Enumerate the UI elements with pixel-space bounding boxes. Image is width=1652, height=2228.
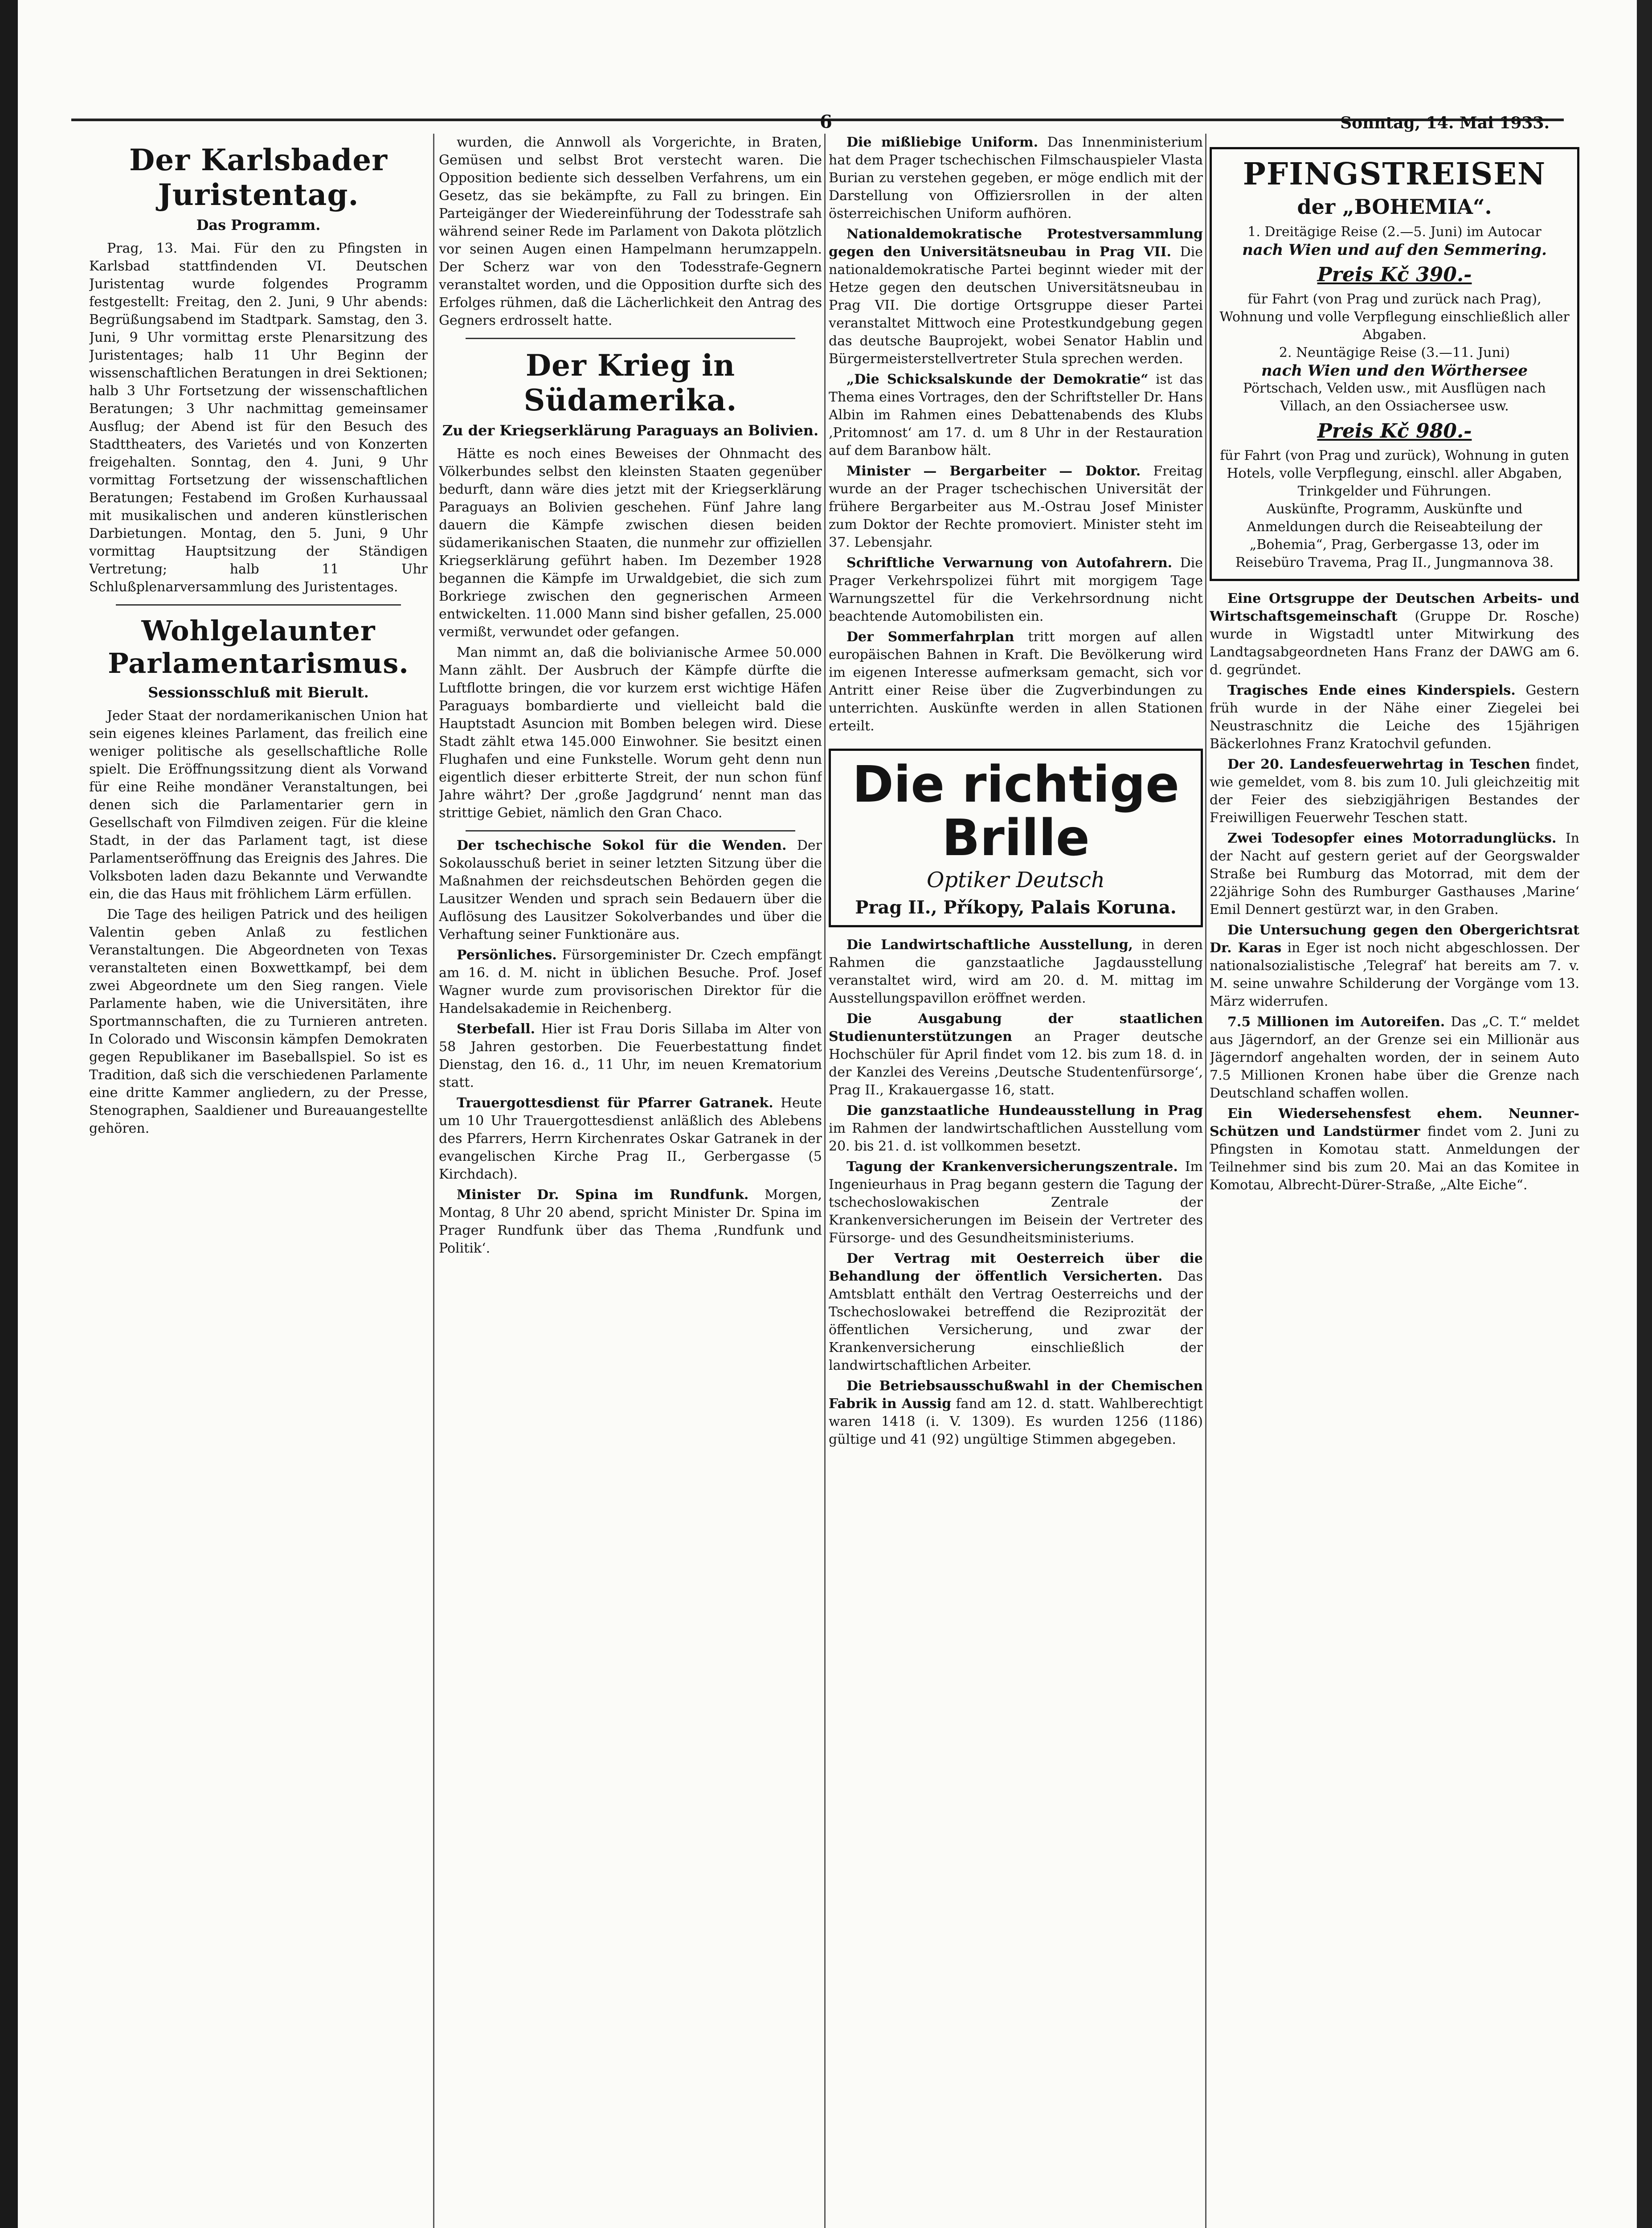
scan-edge-right — [1637, 0, 1652, 2228]
paragraph — [439, 1094, 822, 1184]
separator — [466, 338, 795, 339]
separator — [466, 830, 795, 831]
column-2 — [439, 134, 822, 2228]
paragraph — [439, 1020, 822, 1092]
paragraph — [1210, 830, 1579, 919]
article-sokol — [439, 837, 822, 1257]
paragraph — [1210, 682, 1579, 753]
lead: Die Landwirtschaftliche Ausstellung, — [846, 937, 1133, 953]
column-4 — [1210, 134, 1579, 2228]
text: Morgen, Montag, 8 Uhr 20 abend, spricht Minister Dr. Spina im Prager Rundfunk über das Thema ‚Rundfunk und Politik‘. — [439, 1187, 822, 1256]
lead: Persönliches. — [457, 947, 557, 963]
paragraph — [1210, 1105, 1579, 1194]
text: Freitag wurde an der Prager tschechischen Universität der frühere Bergarbeiter aus M.-Ostrau Josef Minister zum Doktor der Rechte promoviert. Minister steht im 37. Lebensjahr. — [829, 463, 1203, 550]
article-uniform — [829, 134, 1203, 735]
paragraph — [829, 1010, 1203, 1099]
text: Der Sokolausschuß beriet in seiner letzten Sitzung über die Maßnahmen der reichsdeutschen Behörden gegen die Lausitzer Wenden und sprach sein Bedauern über die Auflösung des Lausitzer Sokolverbandes und über die Verhaftung seiner Funktionäre aus. — [439, 838, 822, 942]
lead: Nationaldemokratische Protestversammlung gegen den Universitätsneubau in Prag VII. — [829, 226, 1203, 260]
paragraph — [439, 837, 822, 944]
ad-line: für Fahrt (von Prag und zurück), Wohnung in guten Hotels, volle Verpflegung, einschl. aller Abgaben, Trinkgelder und Führungen. — [1220, 448, 1569, 499]
lead: Der 20. Landesfeuerwehrtag in Teschen — [1227, 757, 1530, 772]
separator — [116, 604, 401, 606]
ad-line: Pörtschach, Velden usw., mit Ausflügen nach Villach, an den Ossiachersee usw. — [1243, 381, 1546, 414]
text: tritt morgen auf allen europäischen Bahnen in Kraft. Die Bevölkerung wird im eigenen Interesse aufmerksam gemacht, sich vor Antritt einer Reise über die Zugverbindungen zu unterrichten. Auskünfte werden in allen Stationen erteilt. — [829, 629, 1203, 734]
lead: Sterbefall. — [457, 1021, 536, 1037]
paragraph — [1210, 590, 1579, 679]
ad-headline: PFINGSTREISEN — [1243, 156, 1546, 192]
ad-company: Optiker Deutsch — [927, 868, 1105, 893]
ad-line: für Fahrt (von Prag und zurück nach Prag), Wohnung und volle Verpflegung einschließlich aller Abgaben. — [1219, 291, 1570, 343]
text: Die nationaldemokratische Partei beginnt wieder mit der Hetze gegen den deutschen Universitätsneubau in Prag VII. Die dortige Ortsgruppe dieser Partei veranstaltet Mittwoch eine Protestkundgebung gegen das deutsche Bauprojekt, wobei Senator Hablin und Bürgermeisterstellvertreter Stula sprechen werden. — [829, 244, 1203, 367]
lead: Minister Dr. Spina im Rundfunk. — [457, 1187, 749, 1203]
article-continued — [439, 134, 822, 330]
ad-line: 2. Neuntägige Reise (3.—11. Juni) — [1279, 345, 1510, 360]
paragraph — [1210, 922, 1579, 1011]
paragraph — [829, 554, 1203, 626]
text: findet vom 2. Juni zu Pfingsten in Komotau statt. Anmeldungen der Teilnehmer sind bis zum 20. Mai an das Komitee in Komotau, Albrecht-Dürer-Straße, „Alte Eiche“. — [1210, 1124, 1579, 1193]
lead: Ein Wiedersehensfest ehem. Neunner-Schützen und Landstürmer — [1210, 1106, 1579, 1139]
lead: „Die Schicksalskunde der Demokratie“ — [846, 372, 1149, 387]
text: In der Nacht auf gestern geriet auf der Georgswalder Straße bei Rumburg das Motorrad, mit dem der 22jährige Sohn des Rumburger Gasthauses ‚Marine‘ Emil Dennert gestürzt war, in den Graben. — [1210, 831, 1579, 917]
text: Im Ingenieurhaus in Prag begann gestern die Tagung der tschechoslowakischen Zentrale der Krankenversicherungen im Beisein der Vertreter des Fürsorge- und des Gesundheitsministeriums. — [829, 1159, 1203, 1246]
article-ortsgruppe — [1210, 590, 1579, 1194]
text: Heute um 10 Uhr Trauergottesdienst anläßlich des Ablebens des Pfarrers, Herrn Kirchenrates Oskar Gatranek in der evangelischen Kirche Prag II., Gerbergasse (5 Kirchdach). — [439, 1095, 822, 1182]
lead: Eine Ortsgruppe der Deutschen Arbeits- und Wirtschaftsgemeinschaft — [1210, 591, 1579, 624]
column-rule — [1205, 134, 1206, 2228]
paragraph: Prag, 13. Mai. Für den zu Pfingsten in Karlsbad stattfindenden VI. Deutschen Juristentag wurde folgendes Programm festgestellt: Freitag, den 2. Juni, 9 Uhr abends: Begrüßungsabend im Stadtpark. Samstag, den 3. Juni, 9 Uhr vormittag erste Plenarsitzung des Juristentages; halb 11 Uhr Beginn der wissenschaftlichen Beratungen in drei Sektionen; halb 3 Uhr Fortsetzung der wissenschaftlichen Beratungen; 3 Uhr nachmittag gemeinsamer Ausflug; der Abend ist für den Besuch des Stadttheaters, des Varietés und von Konzerten freigehalten. Sonntag, den 4. Juni, 9 Uhr vormittag Fortsetzung der wissenschaftlichen Beratungen; Festabend im Großen Kurhaussaal mit musikalischen und anderen künstlerischen Darbietungen. Montag, den 5. Juni, 9 Uhr vormittag Hauptsitzung der Ständigen Vertretung; halb 11 Uhr Schlußplenarversammlung des Juristentages. — [89, 241, 428, 595]
text: Die Prager Verkehrspolizei führt mit morgigem Tage Warnungszettel für die Verkehrsordnung nicht beachtende Automobilisten ein. — [829, 555, 1203, 624]
text: Das Amtsblatt enthält den Vertrag Oesterreichs und der Tschechoslowakei betreffend die Reziprozität der öffentlichen Versicherung, und zwar der Krankenversicherung einschließlich der landwirtschaftlichen Arbeiter. — [829, 1269, 1203, 1373]
ad-line: Auskünfte, Programm, Auskünfte und Anmeldungen durch die Reiseabteilung der „Bohemia“, Prag, Gerbergasse 13, oder im Reisebüro Travema, Prag II., Jungmannova 38. — [1235, 501, 1554, 570]
lead: Der Vertrag mit Oesterreich über die Behandlung der öffentlich Versicherten. — [829, 1251, 1203, 1284]
text: Hier ist Frau Doris Sillaba im Alter von 58 Jahren gestorben. Die Feuerbestattung findet Dienstag, den 16. d., 11 Uhr, im neuen Krematorium statt. — [439, 1021, 822, 1090]
column-3 — [829, 134, 1203, 2228]
paragraph — [439, 946, 822, 1018]
scan-edge-left — [0, 0, 18, 2228]
lead: Schriftliche Verwarnung von Autofahrern. — [846, 555, 1173, 571]
lead: Tragisches Ende eines Kinderspiels. — [1227, 683, 1516, 698]
ad-route: nach Wien und den Wörthersee — [1261, 362, 1528, 380]
text: Fürsorgeminister Dr. Czech empfängt am 16. d. M. nicht in üblichen Besuche. Prof. Josef Wagner wurde zum provisorischen Direktor für die Handelsakademie in Reichenberg. — [439, 947, 822, 1016]
article-krieg — [439, 445, 822, 822]
lead: Trauergottesdienst für Pfarrer Gatranek. — [457, 1095, 773, 1111]
ad-headline: Die richtige Brille — [852, 756, 1180, 867]
advertisement-pfingstreisen — [1210, 147, 1579, 581]
text: fand am 12. d. statt. Wahlberechtigt waren 1418 (i. V. 1309). Es wurden 1256 (1186) gültige und 41 (92) ungültige Stimmen abgegeben. — [829, 1396, 1203, 1447]
paragraph — [829, 463, 1203, 552]
lead: Zwei Todesopfer eines Motorradunglücks. — [1227, 831, 1557, 846]
text: Das „C. T.“ meldet aus Jägerndorf, an der Grenze sei ein Millionär aus Jägerndorf angehalten worden, der in seinem Auto 7.5 Millionen Kronen habe über die Grenze nach Deutschland schaffen wollen. — [1210, 1014, 1579, 1101]
page-number: 6 — [820, 111, 832, 132]
column-1 — [89, 134, 428, 2228]
ad-price: Preis Kč 980.- — [1317, 420, 1472, 442]
headline-parlamentarismus: Wohlgelaunter Parlamentarismus. — [108, 614, 409, 680]
lead: Der Sommerfahrplan — [846, 629, 1014, 645]
paragraph — [829, 225, 1203, 368]
text: findet, wie gemeldet, vom 8. bis zum 10. Juli gleichzeitig mit der Feier des siebzigjährigen Bestandes der Freiwilligen Feuerwehr Teschen statt. — [1210, 757, 1579, 826]
text: (Gruppe Dr. Rosche) wurde in Wigstadtl unter Mitwirkung des Landtagsabgeordneten Hans Franz der DAWG am 6. d. gegründet. — [1210, 609, 1579, 678]
paragraph — [1210, 1013, 1579, 1102]
paragraph — [829, 1377, 1203, 1449]
paragraph — [829, 936, 1203, 1008]
ad-line: 1. Dreitägige Reise (2.—5. Juni) im Autocar — [1247, 224, 1542, 240]
paragraph — [829, 1158, 1203, 1247]
paragraph: Jeder Staat der nordamerikanischen Union hat sein eigenes kleines Parlament, das freilich eine weniger politische als gesellschaftliche Rolle spielt. Die Eröffnungssitzung dient als Vorwand für eine Reihe mondäner Veranstaltungen, bei denen sich die Parlamentarier gern in Gesellschaft von Filmdiven zeigen. Für die kleine Stadt, in der das Parlament tagt, ist diese Parlamentseröffnung das Ereignis des Jahres. Die Volksboten laden dazu Bekannte und Verwandte ein, die das Haus mit fröhlichem Lärm erfüllen. — [89, 708, 428, 902]
text: in Eger ist noch nicht abgeschlossen. Der nationalsozialistische ‚Telegraf‘ hat bereits am 7. v. M. seine unwahre Schilderung der Vorgänge vom 13. März widerrufen. — [1210, 940, 1579, 1009]
paragraph — [829, 371, 1203, 460]
ad-price: Preis Kč 390.- — [1317, 263, 1472, 286]
lead: Die Ausgabung der staatlichen Studienunterstützungen — [829, 1011, 1203, 1044]
paragraph — [829, 134, 1203, 223]
text: ist das Thema eines Vortrages, den der Schriftsteller Dr. Hans Albin im Rahmen eines Debattenabends des Klubs ‚Pritomnost‘ am 17. d. um 8 Uhr in der Restauration auf dem Baranbow hält. — [829, 372, 1203, 459]
ad-address: Prag II., Příkopy, Palais Koruna. — [855, 897, 1177, 918]
lead: Die Betriebsausschußwahl in der Chemischen Fabrik in Aussig — [829, 1378, 1203, 1412]
article-juristentag — [89, 240, 428, 596]
page-date: Sonntag, 14. Mai 1933. — [1340, 114, 1550, 132]
lead: Tagung der Krankenversicherungszentrale. — [846, 1159, 1178, 1175]
paragraph — [1210, 756, 1579, 827]
ad-sponsor: der „BOHEMIA“. — [1297, 195, 1492, 219]
paragraph — [439, 1186, 822, 1257]
text: im Rahmen der landwirtschaftlichen Ausstellung vom 20. bis 21. d. ist vollkommen besetzt. — [829, 1121, 1203, 1154]
text: an Prager deutsche Hochschüler für April findet vom 12. bis zum 18. d. in der Kanzlei des Vereins ‚Deutsche Studentenfürsorge‘, Prag II., Krakauergasse 16, statt. — [829, 1029, 1203, 1098]
lead: Die Untersuchung gegen den Obergerichtsrat Dr. Karas — [1210, 922, 1579, 956]
column-rule — [433, 134, 434, 2228]
lead: Die mißliebige Uniform. — [846, 135, 1039, 150]
text: in deren Rahmen die ganzstaatliche Jagdausstellung veranstaltet wird, wird am 20. d. M. mittag im Ausstellungspavillon eröffnet werden. — [829, 937, 1203, 1006]
paragraph: Die Tage des heiligen Patrick und des heiligen Valentin geben Anlaß zu festlichen Veranstaltungen. Die Abgeordneten von Texas veranstalteten einen Boxwettkampf, bei dem zwei Abgeordnete um den Sieg rangen. Viele Parlamente haben, wie die Universitäten, ihre Sportmannschaften, die zu Turnieren antreten. In Colorado und Wisconsin kämpfen Demokraten gegen Republikaner im Baseballspiel. So ist es Tradition, daß sich die verschiedenen Parlamente eine dritte Kammer angliedern, zu der Presse, Stenographen, Saaldiener und Bureauangestellte gehören. — [89, 907, 428, 1136]
lead: Die ganzstaatliche Hundeausstellung in Prag — [846, 1103, 1203, 1118]
paragraph: wurden, die Annwoll als Vorgerichte, in Braten, Gemüsen und selbst Brot verstecht waren. Die Opposition bediente sich desselben Verfahrens, um ein Gesetz, das sie bekämpfte, zu Fall zu bringen. Ein Parteigänger der Wiedereinführung der Todesstrafe sah während seiner Rede im Parlament von Dakota plötzlich vor seinen Augen einen Hampelmann herumzappeln. Der Scherz war von den Todesstrafe-Gegnern veranstaltet worden, und die Opposition durfte sich des Erfolges rühmen, daß die Lächerlichkeit den Antrag des Gegners erdrosselt hatte. — [439, 135, 822, 328]
article-landwirtschaft — [829, 936, 1203, 1449]
subhead-kriegserklaerung: Zu der Kriegserklärung Paraguays an Bolivien. — [442, 422, 819, 439]
paragraph: Hätte es noch eines Beweises der Ohnmacht des Völkerbundes selbst den kleinsten Staaten gegenüber bedurft, dann wäre dies jetzt mit der Kriegserklärung Paraguays an Bolivien geschehen. Fünf Jahre lang dauern die Kämpfe zwischen diesen beiden südamerikanischen Staaten, die nunmehr zur offiziellen Kriegserklärung geführt haben. Im Dezember 1928 begannen die Kämpfe im Urwaldgebiet, die sich zum Borkriege zwischen den gegnerischen Armeen entwickelten. 11.000 Mann sind bisher gefallen, 25.000 vermißt, verwundet oder gefangen. — [439, 446, 822, 640]
ad-route: nach Wien und auf den Semmering. — [1242, 241, 1547, 259]
paragraph — [829, 1102, 1203, 1155]
paragraph — [829, 628, 1203, 735]
paragraph: Man nimmt an, daß die bolivianische Armee 50.000 Mann zählt. Der Ausbruch der Kämpfe dürfte die Luftflotte bringen, die vor kurzem erst wichtige Häfen Paraguays bombardierte und vielleicht bald die Hauptstadt Asuncion mit Bomben belegen wird. Diese Stadt zählt etwa 145.000 Einwohner. Sie besitzt einen Flughafen und eine Funkstelle. Worum geht denn nun eigentlich dieser erbitterte Streit, der nun schon fünf Jahre währt? Der ‚große Jagdgrund‘ nennt man das strittige Gebiet, nämlich den Gran Chaco. — [439, 645, 822, 821]
article-parlamentarismus — [89, 707, 428, 1138]
lead: Der tschechische Sokol für die Wenden. — [457, 838, 787, 853]
text: Gestern früh wurde in der Nähe einer Ziegelei bei Neustraschnitz die Leiche des 15jährigen Bäckerlohnes Franz Kratochvil gefunden. — [1210, 683, 1579, 752]
subhead-programm: Das Programm. — [196, 217, 321, 233]
column-rule — [824, 134, 826, 2228]
text: Das Innenministerium hat dem Prager tschechischen Filmschauspieler Vlasta Burian zu verstehen gegeben, er möge endlich mit der Darstellung von Offiziersrollen in der alten österreichischen Uniform aufhören. — [829, 135, 1203, 221]
lead: 7.5 Millionen im Autoreifen. — [1227, 1014, 1445, 1030]
headline-juristentag: Der Karlsbader Juristentag. — [129, 143, 388, 212]
paragraph — [829, 1250, 1203, 1375]
advertisement-brille — [829, 749, 1203, 927]
lead: Minister — Bergarbeiter — Doktor. — [846, 463, 1141, 479]
headline-krieg-suedamerika: Der Krieg in Südamerika. — [523, 348, 737, 418]
subhead-sessionsschluss: Sessionsschluß mit Bierult. — [148, 684, 369, 701]
